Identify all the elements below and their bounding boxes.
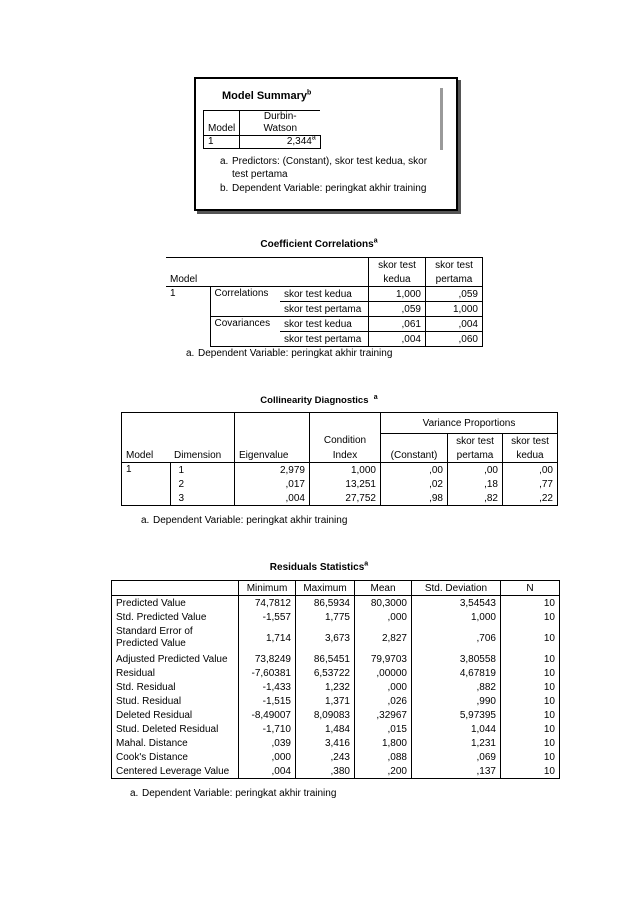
- rs-mean: 80,3000: [355, 596, 412, 611]
- cd-ci: 27,752: [310, 491, 381, 506]
- model-summary-table: [203, 110, 321, 149]
- cd-ci: 1,000: [310, 463, 381, 478]
- rs-n: 10: [501, 694, 560, 708]
- table-row: [112, 610, 560, 624]
- rs-min: -7,60381: [239, 666, 296, 680]
- cd-const: ,00: [381, 463, 448, 478]
- rs-max: 8,09083: [296, 708, 355, 722]
- rs-min: 74,7812: [239, 596, 296, 611]
- rs-max: 86,5934: [296, 596, 355, 611]
- model-summary-title: Model Summary$^b$: [222, 89, 312, 102]
- rs-n: 10: [501, 652, 560, 666]
- rs-min: -8,49007: [239, 708, 296, 722]
- cd-const: ,98: [381, 491, 448, 506]
- cd-dim: 2: [170, 477, 235, 491]
- rs-n: 10: [501, 708, 560, 722]
- rs-max: 1,775: [296, 610, 355, 624]
- rs-max: 86,5451: [296, 652, 355, 666]
- collinearity-note: a. Dependent Variable: peringkat akhir training: [141, 515, 348, 526]
- rs-mean: 1,800: [355, 736, 412, 750]
- rs-min: -1,515: [239, 694, 296, 708]
- rs-n: 10: [501, 736, 560, 750]
- coef-row-label: skor test kedua: [280, 317, 369, 332]
- table-row: [112, 694, 560, 708]
- coef-row-label: skor test kedua: [280, 287, 369, 302]
- rs-max: ,243: [296, 750, 355, 764]
- rs-header-mean: Mean: [355, 581, 412, 596]
- variance-proportions-header: Variance Proportions: [381, 413, 558, 434]
- coef-cell: ,004: [369, 332, 426, 347]
- coef-cell: 1,000: [426, 302, 483, 317]
- coef-cell: ,059: [426, 287, 483, 302]
- rs-n: 10: [501, 722, 560, 736]
- rs-sd: ,990: [412, 694, 501, 708]
- table-row: [112, 750, 560, 764]
- rs-max: ,380: [296, 764, 355, 779]
- cd-sk: ,00: [503, 463, 558, 478]
- coef-cell: 1,000: [369, 287, 426, 302]
- model-summary-note-a-cont: test pertama: [232, 169, 288, 180]
- cd-sk: ,77: [503, 477, 558, 491]
- rs-max: 1,484: [296, 722, 355, 736]
- coef-cell: ,060: [426, 332, 483, 347]
- rs-row-label: Adjusted Predicted Value: [112, 652, 239, 666]
- cd-ci: 13,251: [310, 477, 381, 491]
- rs-mean: 2,827: [355, 624, 412, 652]
- coef-col1-header-l2: kedua: [369, 272, 426, 287]
- rs-sd: ,069: [412, 750, 501, 764]
- rs-row-label: Centered Leverage Value: [112, 764, 239, 779]
- cd-eig: ,017: [235, 477, 310, 491]
- rs-mean: ,000: [355, 680, 412, 694]
- sp-header-l1: skor test: [448, 434, 503, 449]
- cd-sp: ,82: [448, 491, 503, 506]
- rs-max: 3,673: [296, 624, 355, 652]
- rs-row-label: Residual: [112, 666, 239, 680]
- coef-row-label: skor test pertama: [280, 332, 369, 347]
- cd-sp: ,18: [448, 477, 503, 491]
- rs-max: 6,53722: [296, 666, 355, 680]
- rs-row-label: Std. Residual: [112, 680, 239, 694]
- coef-corr-note: a. Dependent Variable: peringkat akhir training: [186, 348, 393, 359]
- coef-model-cell: 1: [170, 288, 176, 299]
- cd-model-header: Model: [122, 448, 171, 463]
- coef-corr-table: [166, 257, 483, 347]
- dw-header-line1: Durbin-: [240, 111, 321, 124]
- table-row: [112, 652, 560, 666]
- rs-mean: ,00000: [355, 666, 412, 680]
- rs-header-minimum: Minimum: [239, 581, 296, 596]
- rs-min: ,039: [239, 736, 296, 750]
- table-row: [112, 666, 560, 680]
- rs-mean: ,32967: [355, 708, 412, 722]
- rs-sd: ,882: [412, 680, 501, 694]
- rs-sd: 1,000: [412, 610, 501, 624]
- residuals-note: a. Dependent Variable: peringkat akhir training: [130, 788, 337, 799]
- coef-col1-header-l1: skor test: [369, 258, 426, 273]
- table-row: [112, 736, 560, 750]
- table-row: [112, 708, 560, 722]
- coef-cell: ,059: [369, 302, 426, 317]
- cd-sp: ,00: [448, 463, 503, 478]
- coef-corr-title: Coefficient Correlations$^a$: [260, 237, 378, 250]
- residuals-table: [111, 580, 560, 779]
- rs-max: 3,416: [296, 736, 355, 750]
- cd-eigenvalue-header: Eigenvalue: [235, 448, 310, 463]
- rs-mean: ,000: [355, 610, 412, 624]
- rs-sd: 1,044: [412, 722, 501, 736]
- model-cell: 1: [204, 136, 240, 149]
- rs-n: 10: [501, 680, 560, 694]
- rs-n: 10: [501, 624, 560, 652]
- rs-row-label: Mahal. Distance: [112, 736, 239, 750]
- rs-header-std-deviation: Std. Deviation: [412, 581, 501, 596]
- rs-sd: 5,97395: [412, 708, 501, 722]
- rs-row-label: Cook's Distance: [112, 750, 239, 764]
- rs-min: ,004: [239, 764, 296, 779]
- rs-min: 1,714: [239, 624, 296, 652]
- rs-mean: ,015: [355, 722, 412, 736]
- cd-dim: 1: [170, 463, 235, 478]
- model-summary-note-b: b. Dependent Variable: peringkat akhir training: [220, 183, 427, 194]
- sp-header-l2: pertama: [448, 448, 503, 463]
- table-row: [112, 624, 560, 652]
- rs-n: 10: [501, 610, 560, 624]
- cd-sk: ,22: [503, 491, 558, 506]
- residuals-title: Residuals Statistics$^a$: [269, 560, 369, 573]
- rs-row-label: Std. Predicted Value: [112, 610, 239, 624]
- ci-header-l1: Condition: [310, 434, 381, 449]
- rs-sd: ,706: [412, 624, 501, 652]
- rs-row-label: Deleted Residual: [112, 708, 239, 722]
- rs-n: 10: [501, 764, 560, 779]
- coef-col2-header-l1: skor test: [426, 258, 483, 273]
- rs-max: 1,371: [296, 694, 355, 708]
- coef-model-header: Model: [166, 272, 369, 287]
- model-summary-scrollbar[interactable]: [440, 88, 443, 150]
- cd-eig: ,004: [235, 491, 310, 506]
- rs-sd: 1,231: [412, 736, 501, 750]
- rs-header-n: N: [501, 581, 560, 596]
- coef-cell: ,004: [426, 317, 483, 332]
- rs-min: -1,433: [239, 680, 296, 694]
- table-row: [112, 722, 560, 736]
- model-summary-note-a: a. Predictors: (Constant), skor test kedua, skor: [220, 156, 428, 167]
- cd-dim: 3: [170, 491, 235, 506]
- rs-row-label: Stud. Deleted Residual: [112, 722, 239, 736]
- rs-mean: ,088: [355, 750, 412, 764]
- coef-group-correlations: Correlations: [210, 287, 280, 317]
- constant-header: (Constant): [381, 448, 448, 463]
- rs-sd: 3,80558: [412, 652, 501, 666]
- coef-cell: ,061: [369, 317, 426, 332]
- collinearity-title: Collinearity Diagnostics $^a$: [260, 393, 378, 406]
- rs-min: ,000: [239, 750, 296, 764]
- rs-header-maximum: Maximum: [296, 581, 355, 596]
- rs-sd: ,137: [412, 764, 501, 779]
- sk-header-l1: skor test: [503, 434, 558, 449]
- rs-sd: 4,67819: [412, 666, 501, 680]
- sk-header-l2: kedua: [503, 448, 558, 463]
- rs-n: 10: [501, 750, 560, 764]
- cd-model-cell: 1: [126, 464, 132, 475]
- ci-header-l2: Index: [310, 448, 381, 463]
- dw-header-line2: Watson: [240, 123, 321, 136]
- rs-mean: ,026: [355, 694, 412, 708]
- cd-const: ,02: [381, 477, 448, 491]
- rs-min: -1,557: [239, 610, 296, 624]
- collinearity-table: [121, 412, 558, 506]
- rs-max: 1,232: [296, 680, 355, 694]
- rs-mean: ,200: [355, 764, 412, 779]
- rs-row-label: Stud. Residual: [112, 694, 239, 708]
- rs-row-label: Predicted Value: [112, 596, 239, 611]
- dw-value: 2,344$^a$: [240, 136, 321, 149]
- rs-min: -1,710: [239, 722, 296, 736]
- rs-n: 10: [501, 596, 560, 611]
- table-row: [112, 764, 560, 779]
- rs-n: 10: [501, 666, 560, 680]
- table-row: [112, 596, 560, 611]
- cd-dimension-header: Dimension: [170, 448, 235, 463]
- coef-row-label: skor test pertama: [280, 302, 369, 317]
- rs-min: 73,8249: [239, 652, 296, 666]
- rs-row-label-two-line: Standard Error of Predicted Value: [112, 624, 239, 652]
- coef-group-covariances: Covariances: [210, 317, 280, 347]
- cd-eig: 2,979: [235, 463, 310, 478]
- table-row: [112, 680, 560, 694]
- model-header: Model: [204, 123, 240, 136]
- rs-sd: 3,54543: [412, 596, 501, 611]
- rs-mean: 79,9703: [355, 652, 412, 666]
- coef-col2-header-l2: pertama: [426, 272, 483, 287]
